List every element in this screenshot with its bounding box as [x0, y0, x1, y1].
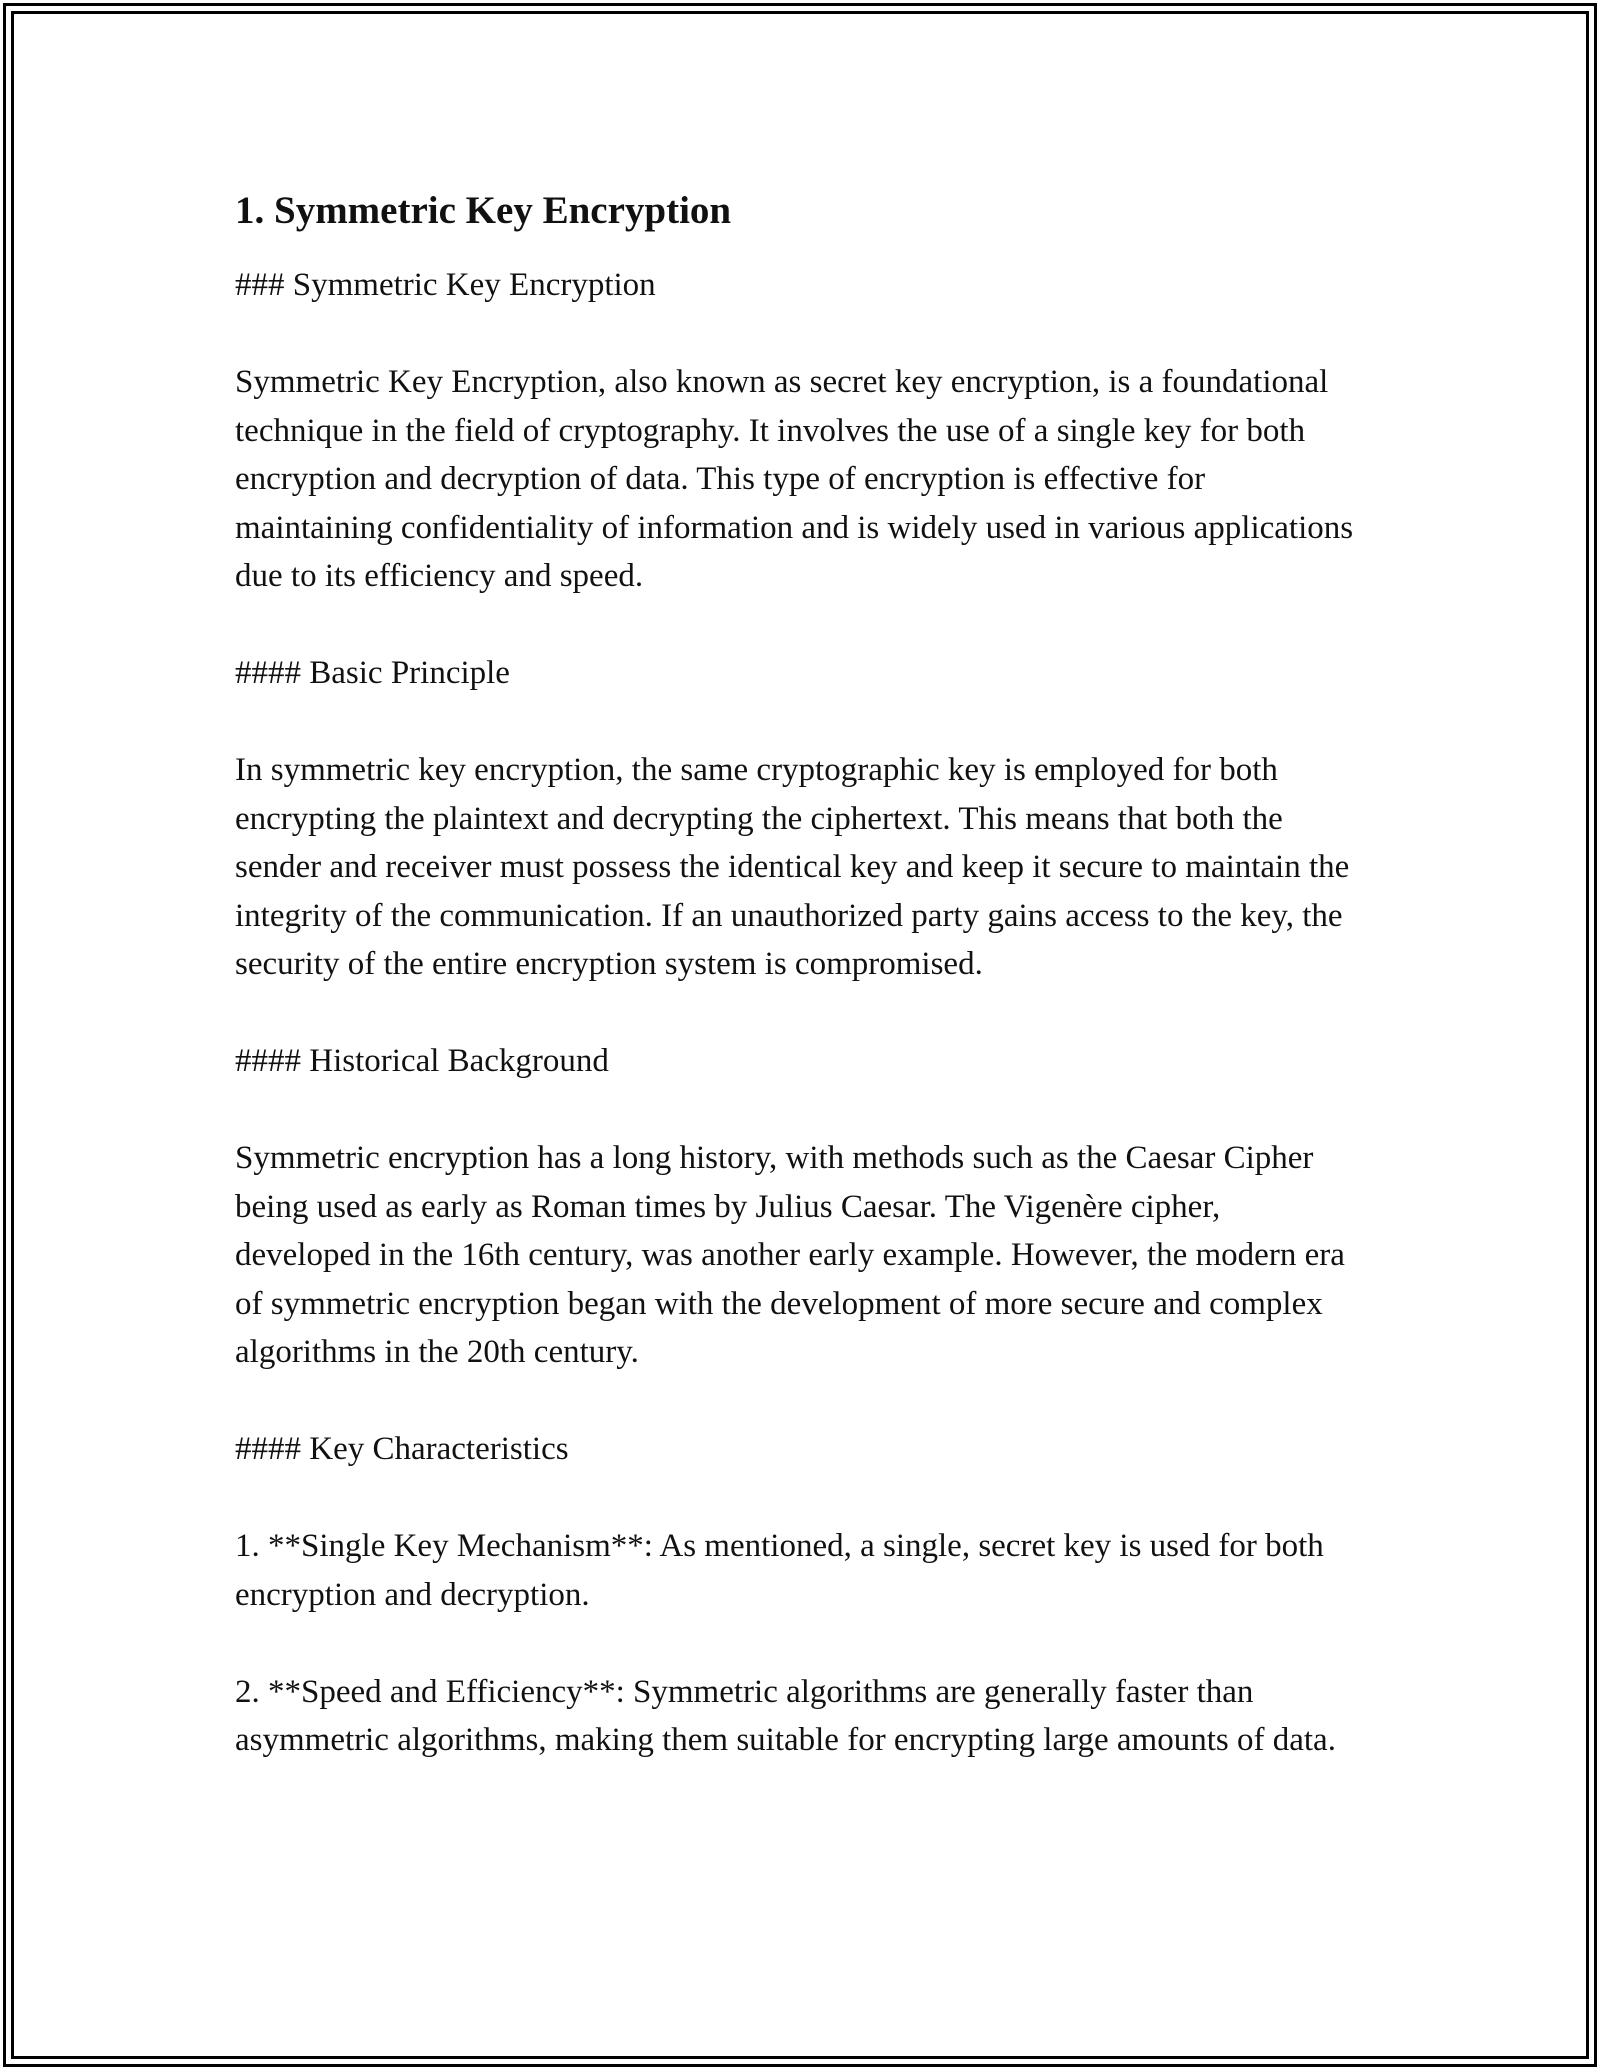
intro-paragraph: Symmetric Key Encryption, also known as secret key encryption, is a foundational technique in the field of cryptography. It involves the use of a single key for both encryption and decryption of data. This type of encryption is effective for maintaining confidentiality of information and is widely used in various applications due to its efficiency and speed.	[235, 364, 1354, 594]
heading-basic-principle: #### Basic Principle	[235, 655, 510, 691]
list-item-speed-and-efficiency: 2. **Speed and Efficiency**: Symmetric algorithms are generally faster than asymmetric algorithms, making them suitable for encrypting large amounts of data.	[235, 1673, 1336, 1758]
heading-historical-background: #### Historical Background	[235, 1043, 609, 1079]
document-body	[235, 186, 1355, 1765]
historical-background-paragraph: Symmetric encryption has a long history, with methods such as the Caesar Cipher being used as early as Roman times by Julius Caesar. The Vigenère cipher, developed in the 16th century, was another early example. However, the modern era of symmetric encryption began with the development of more secure and complex algorithms in the 20th century.	[235, 1140, 1345, 1370]
section-heading-symmetric-key-encryption: ### Symmetric Key Encryption	[235, 267, 656, 303]
document-title: 1. Symmetric Key Encryption	[235, 189, 732, 232]
heading-key-characteristics: #### Key Characteristics	[235, 1431, 569, 1467]
basic-principle-paragraph: In symmetric key encryption, the same cryptographic key is employed for both encrypting the plaintext and decrypting the ciphertext. This means that both the sender and receiver must possess the identical key and keep it secure to maintain the integrity of the communication. If an unauthorized party gains access to the key, the security of the entire encryption system is compromised.	[235, 752, 1350, 982]
list-item-single-key-mechanism: 1. **Single Key Mechanism**: As mentioned, a single, secret key is used for both encryption and decryption.	[235, 1528, 1324, 1613]
